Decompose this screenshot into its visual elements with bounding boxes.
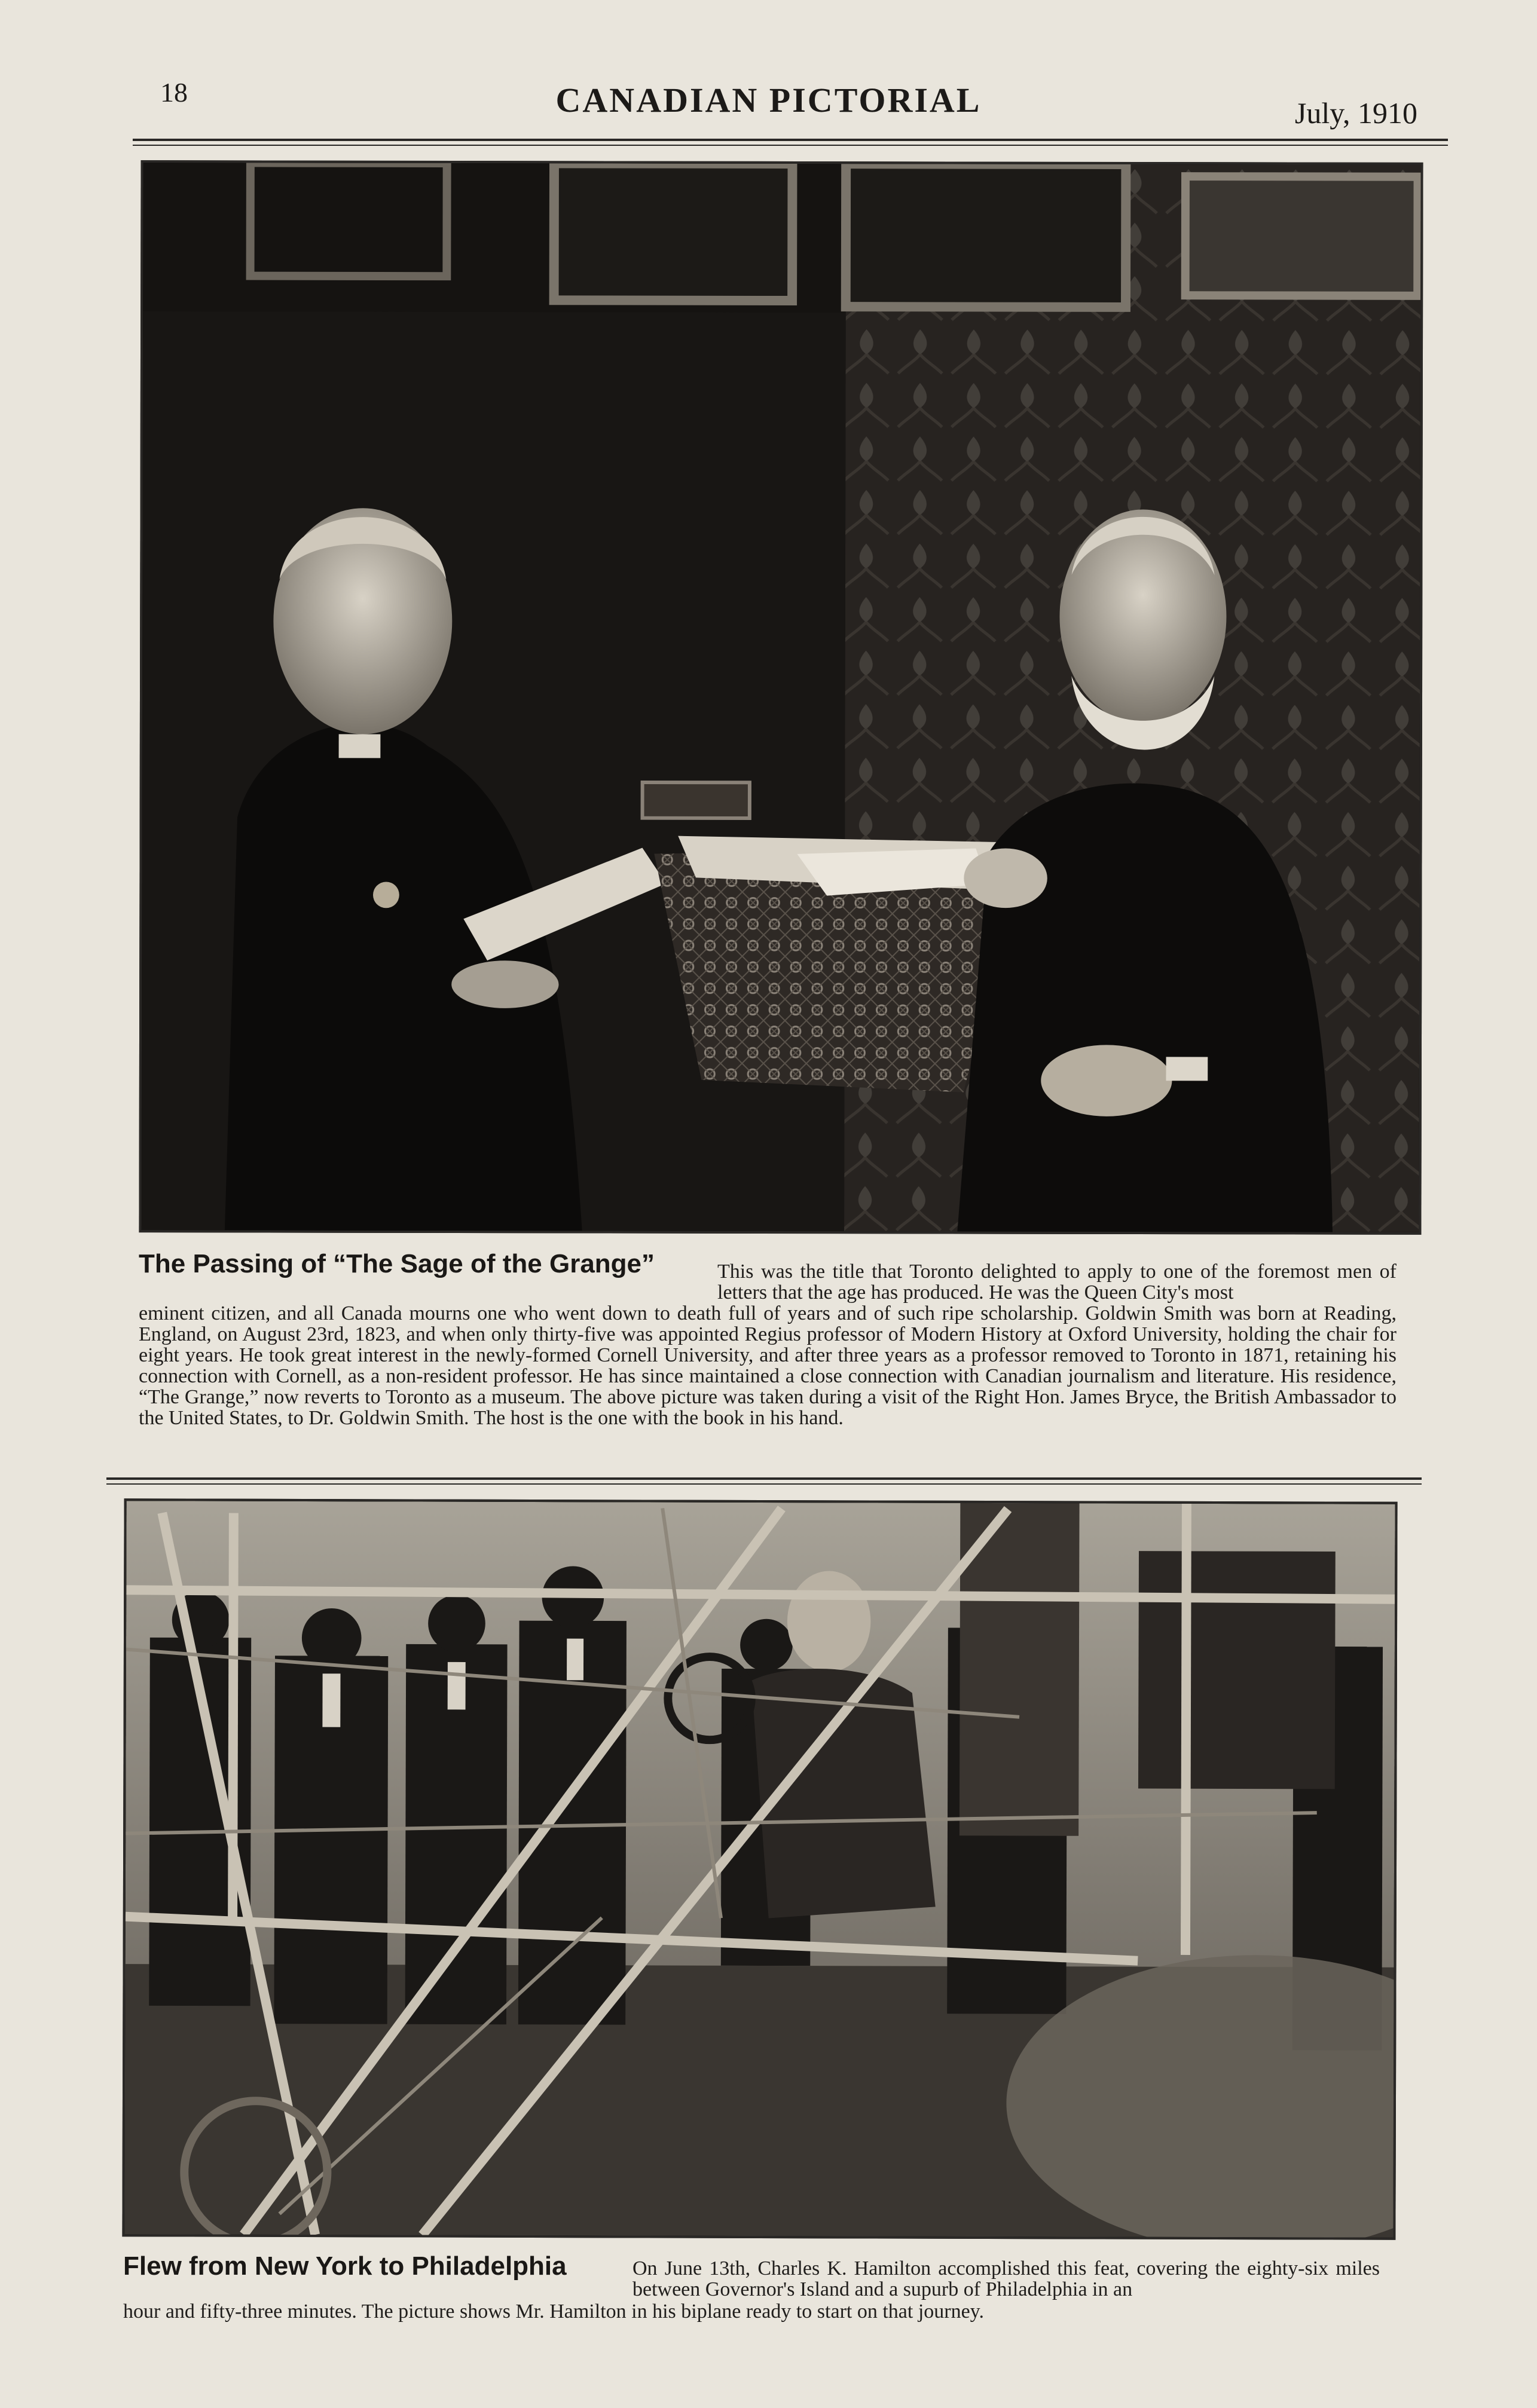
story-1-lead-text: This was the title that Toronto delighted to apply to one of the foremost men of letters that the age has produced. He was the Queen City's most (717, 1260, 1397, 1304)
issue-date: July, 1910 (1294, 96, 1417, 130)
story-2-lead-text: On June 13th, Charles K. Hamilton accomplished this feat, covering the eighty-six miles between Governor's Island and a supurb of Philadelphia in an (632, 2257, 1380, 2300)
story-2-body-text: hour and fifty-three minutes. The picture shows Mr. Hamilton in his biplane ready to start on that journey. (123, 2300, 984, 2323)
photo-goldwin-smith-and-bryce (139, 160, 1423, 1235)
story-1-body-text: eminent citizen, and all Canada mourns one who went down to death full of years and of such ripe scholarship. Goldwin Smith was born at Reading, England, on August 23rd, 1823, and when only thirty-five was appointed Regius professor of Modern History at Oxford University, holding the chair for eight years. He took great interest in the newly-formed Cornell University, and after three years as a professor removed to Toronto in 1871, retaining his connection with Cornell, as a non-resident professor. He has since maintained a close connection with Canadian journalism and literature. His residence, “The Grange,” now reverts to Toronto as a museum. The above picture was taken during a visit of the Right Hon. James Bryce, the British Ambassador to the United States, to Dr. Goldwin Smith. The host is the one with the book in his hand. (139, 1302, 1397, 1429)
section-divider-rule-thin (106, 1483, 1422, 1485)
photo-1-illustration (141, 163, 1420, 1232)
photo-hamilton-biplane (122, 1498, 1397, 2240)
publication-title: CANADIAN PICTORIAL (555, 81, 982, 120)
story-2-headline: Flew from New York to Philadelphia (123, 2251, 567, 2281)
section-divider-rule (106, 1477, 1422, 1480)
header-rule-thin (133, 145, 1448, 146)
photo-2-illustration (124, 1501, 1395, 2238)
story-1-headline: The Passing of “The Sage of the Grange” (139, 1249, 655, 1278)
page-number: 18 (160, 77, 188, 108)
header-rule (133, 139, 1448, 141)
